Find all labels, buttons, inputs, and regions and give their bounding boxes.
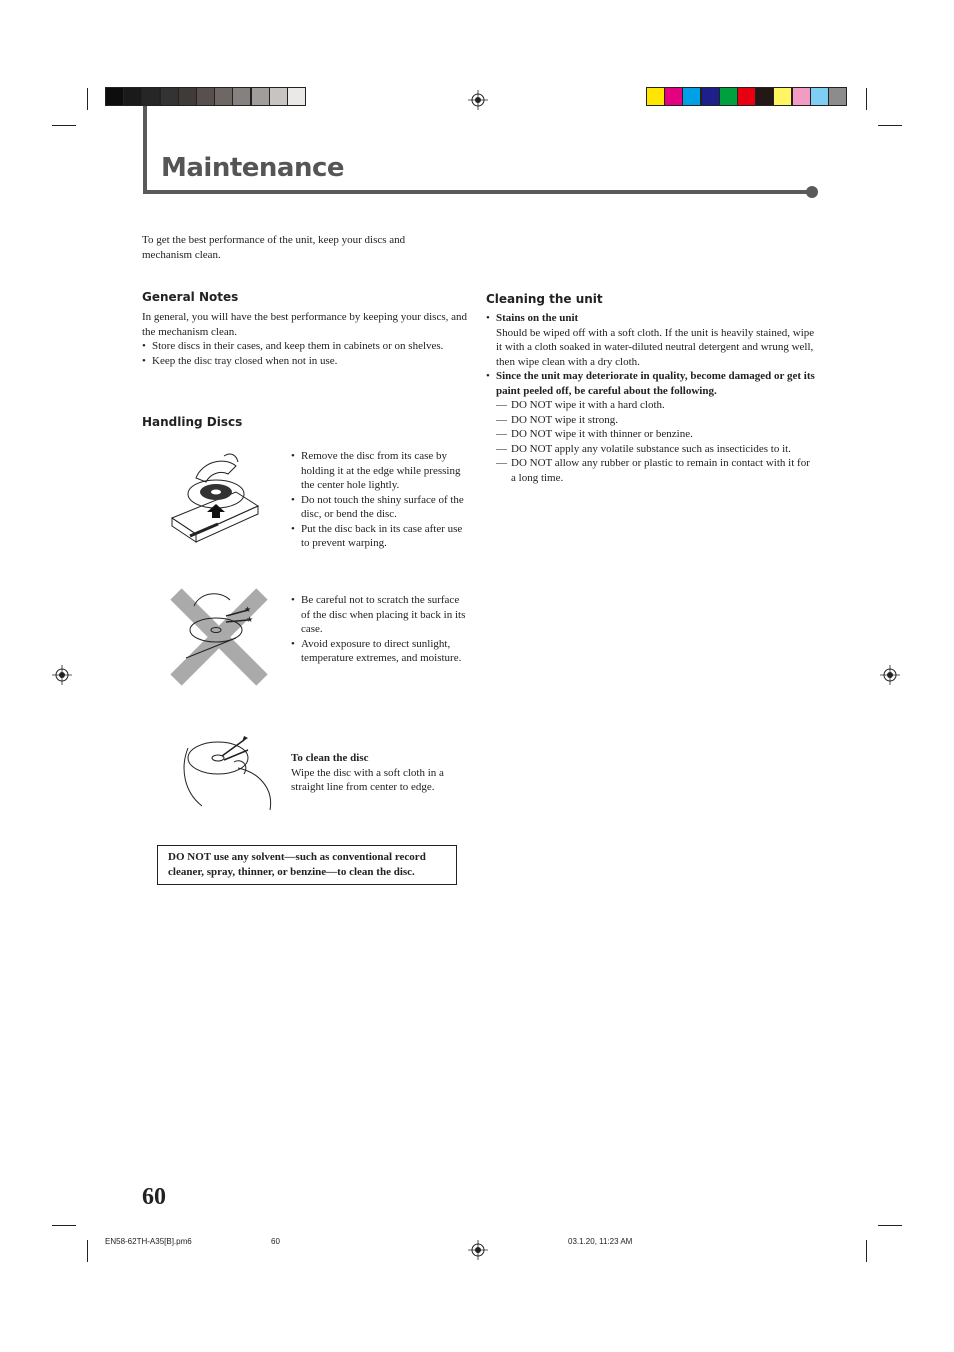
color-swatch <box>738 88 755 105</box>
scratch-warning-illustration <box>166 586 270 688</box>
list-item: — DO NOT wipe it strong. <box>486 413 816 428</box>
color-swatch <box>702 88 719 105</box>
stains-title: • Stains on the unit <box>496 312 579 324</box>
color-swatch <box>179 88 196 105</box>
registration-mark-icon <box>468 1240 488 1260</box>
crop-mark <box>52 125 76 126</box>
handling-discs-heading: Handling Discs <box>142 415 243 429</box>
color-swatch <box>252 88 269 105</box>
crop-mark <box>878 125 902 126</box>
color-swatch <box>774 88 791 105</box>
handling-list-2 <box>291 593 466 666</box>
list-item: • Put the disc back in its case after use to prevent warping. <box>291 522 466 551</box>
list-item <box>486 369 816 398</box>
list-item: — DO NOT wipe it with thinner or benzine. <box>486 427 816 442</box>
list-item: • Avoid exposure to direct sunlight, temperature extremes, and moisture. <box>291 637 466 666</box>
registration-mark-icon <box>880 665 900 685</box>
page-number: 60 <box>142 1184 166 1210</box>
solvent-warning-text: DO NOT use any solvent—such as conventional record cleaner, spray, thinner, or benzine—to clean the disc. <box>168 851 426 878</box>
list-item: • Store discs in their cases, and keep them in cabinets or on shelves. <box>142 339 467 354</box>
list-item: • Keep the disc tray closed when not in use. <box>142 354 467 369</box>
color-swatch <box>197 88 214 105</box>
title-rule-end-dot <box>806 186 818 198</box>
list-item: • Be careful not to scratch the surface of the disc when placing it back in its case. <box>291 593 466 637</box>
deteriorate-title: • Since the unit may deteriorate in quality, become damaged or get its paint peeled off, be careful about the following. <box>496 370 815 397</box>
color-swatch <box>124 88 141 105</box>
cleaning-unit-section <box>486 311 816 485</box>
color-swatch <box>720 88 737 105</box>
cleaning-unit-dash-list <box>486 398 816 485</box>
list-item: — DO NOT allow any rubber or plastic to remain in contact with it for a long time. <box>486 456 816 485</box>
color-swatch <box>756 88 773 105</box>
title-bottom-rule <box>143 190 813 194</box>
list-item <box>486 311 816 369</box>
registration-mark-icon <box>52 665 72 685</box>
clean-disc-title: To clean the disc <box>291 752 369 764</box>
crop-mark <box>87 1240 88 1262</box>
handling-list-1 <box>291 449 466 551</box>
page-title: Maintenance <box>161 153 345 183</box>
crop-mark <box>87 88 88 110</box>
title-left-rule <box>143 106 147 194</box>
crop-mark <box>866 1240 867 1262</box>
color-swatch <box>106 88 123 105</box>
color-swatch <box>647 88 664 105</box>
registration-mark-icon <box>468 90 488 110</box>
general-notes-text: In general, you will have the best performance by keeping your discs, and the mechanism clean. <box>142 311 468 338</box>
footer-timestamp: 03.1.20, 11:23 AM <box>568 1237 633 1246</box>
list-item: — DO NOT wipe it with a hard cloth. <box>486 398 816 413</box>
cleaning-unit-heading: Cleaning the unit <box>486 292 603 306</box>
disc-cleaning-illustration <box>178 728 278 816</box>
color-swatch <box>270 88 287 105</box>
footer-page: 60 <box>271 1237 280 1246</box>
color-swatch <box>683 88 700 105</box>
cleaning-unit-list <box>486 311 816 398</box>
general-notes-heading: General Notes <box>142 290 239 304</box>
crop-mark <box>866 88 867 110</box>
color-swatch <box>829 88 846 105</box>
svg-text:★: ★ <box>244 605 252 614</box>
color-swatch <box>233 88 250 105</box>
crop-mark <box>878 1225 902 1226</box>
color-swatch <box>665 88 682 105</box>
color-swatch <box>142 88 159 105</box>
stains-text: Should be wiped off with a soft cloth. If the unit is heavily stained, wipe it with a cloth soaked in water-diluted neutral detergent and wrung well, then wipe clean with a dry cloth. <box>496 326 815 368</box>
list-item: — DO NOT apply any volatile substance such as insecticides to it. <box>486 442 816 457</box>
color-swatch <box>215 88 232 105</box>
list-item: • Remove the disc from its case by holding it at the edge while pressing the center hole lightly. <box>291 449 466 493</box>
color-swatch <box>288 88 305 105</box>
general-notes-list <box>142 339 467 368</box>
disc-removal-illustration <box>166 448 266 550</box>
intro-text: To get the best performance of the unit, keep your discs and mechanism clean. <box>142 234 406 261</box>
list-item: • Do not touch the shiny surface of the disc, or bend the disc. <box>291 493 466 522</box>
color-swatch <box>811 88 828 105</box>
crop-mark <box>52 1225 76 1226</box>
clean-disc-section <box>291 751 461 795</box>
svg-text:★: ★ <box>246 615 254 624</box>
clean-disc-text: Wipe the disc with a soft cloth in a straight line from center to edge. <box>291 766 444 793</box>
color-swatch <box>161 88 178 105</box>
solvent-warning-box <box>157 845 457 885</box>
color-swatch <box>793 88 810 105</box>
general-notes-section <box>142 310 467 368</box>
footer-filename: EN58-62TH-A35[B].pm6 <box>105 1237 192 1246</box>
